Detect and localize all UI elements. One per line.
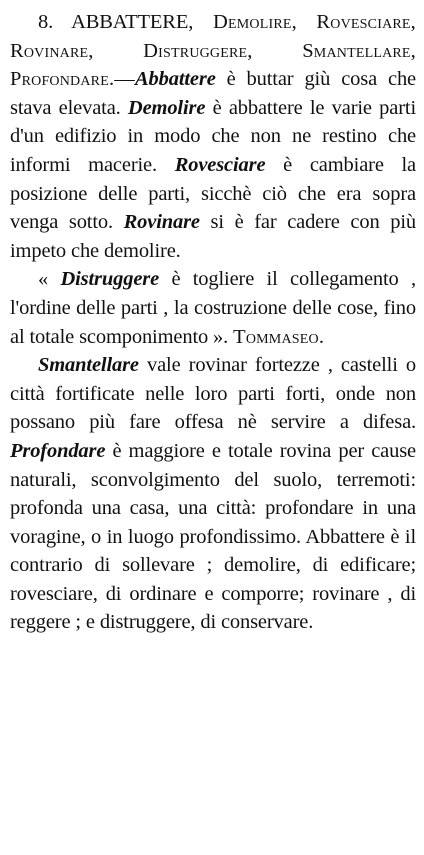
- body-text: è cambiare la posizione delle parti, sicchè ciò che era sopra venga sotto.: [10, 153, 416, 234]
- paragraph-3: [10, 351, 416, 637]
- paragraph-1-body: [10, 68, 416, 262]
- body-text: è maggiore e totale rovina per cause naturali, sconvolgimento del suolo, terremoti: profonda una casa, una città: profondare in una voragine, o in luogo profondissimo. Abbattere è il contrario di sollevare ; demolire, di edificare; rovesciare, di ordinare e comporre; rovinare , di reggere ; e distruggere, di conservare.: [10, 439, 416, 634]
- italic-term: Smantellare: [38, 354, 139, 377]
- body-text: è abbattere le varie parti d'un edifizio in modo che non ne restino che informi macerie.: [10, 96, 416, 176]
- italic-term: Abbattere: [135, 68, 216, 91]
- entry-synonyms: , Demolire, Rovesciare, Rovinare, Distruggere, Smantellare, Profondare.—: [10, 11, 416, 91]
- entry-headword: ABBATTERE: [71, 11, 189, 33]
- body-text: si è far cadere con più impeto che demolire.: [10, 211, 416, 262]
- entry-heading-paragraph: [10, 8, 416, 265]
- italic-term: Profondare: [10, 439, 106, 462]
- entry-number: 8.: [38, 11, 54, 33]
- italic-term: Demolire: [127, 96, 206, 119]
- body-text: è togliere il collegamento , l'ordine delle parti , la costruzione delle cose, fino al totale scomponimento ».: [10, 268, 416, 348]
- author-citation: Tommaseo.: [233, 325, 325, 348]
- body-text: vale rovinar fortezze , castelli o città fortificate nelle loro parti forti, onde non possano più fare offesa nè servire a difesa.: [10, 354, 416, 434]
- italic-term: Rovinare: [123, 211, 200, 234]
- paragraph-2: [10, 265, 416, 351]
- italic-term: Distruggere: [60, 268, 160, 291]
- italic-term: Rovesciare: [174, 153, 266, 176]
- body-text: è buttar giù cosa che stava elevata.: [10, 68, 416, 119]
- body-text: «: [38, 268, 61, 291]
